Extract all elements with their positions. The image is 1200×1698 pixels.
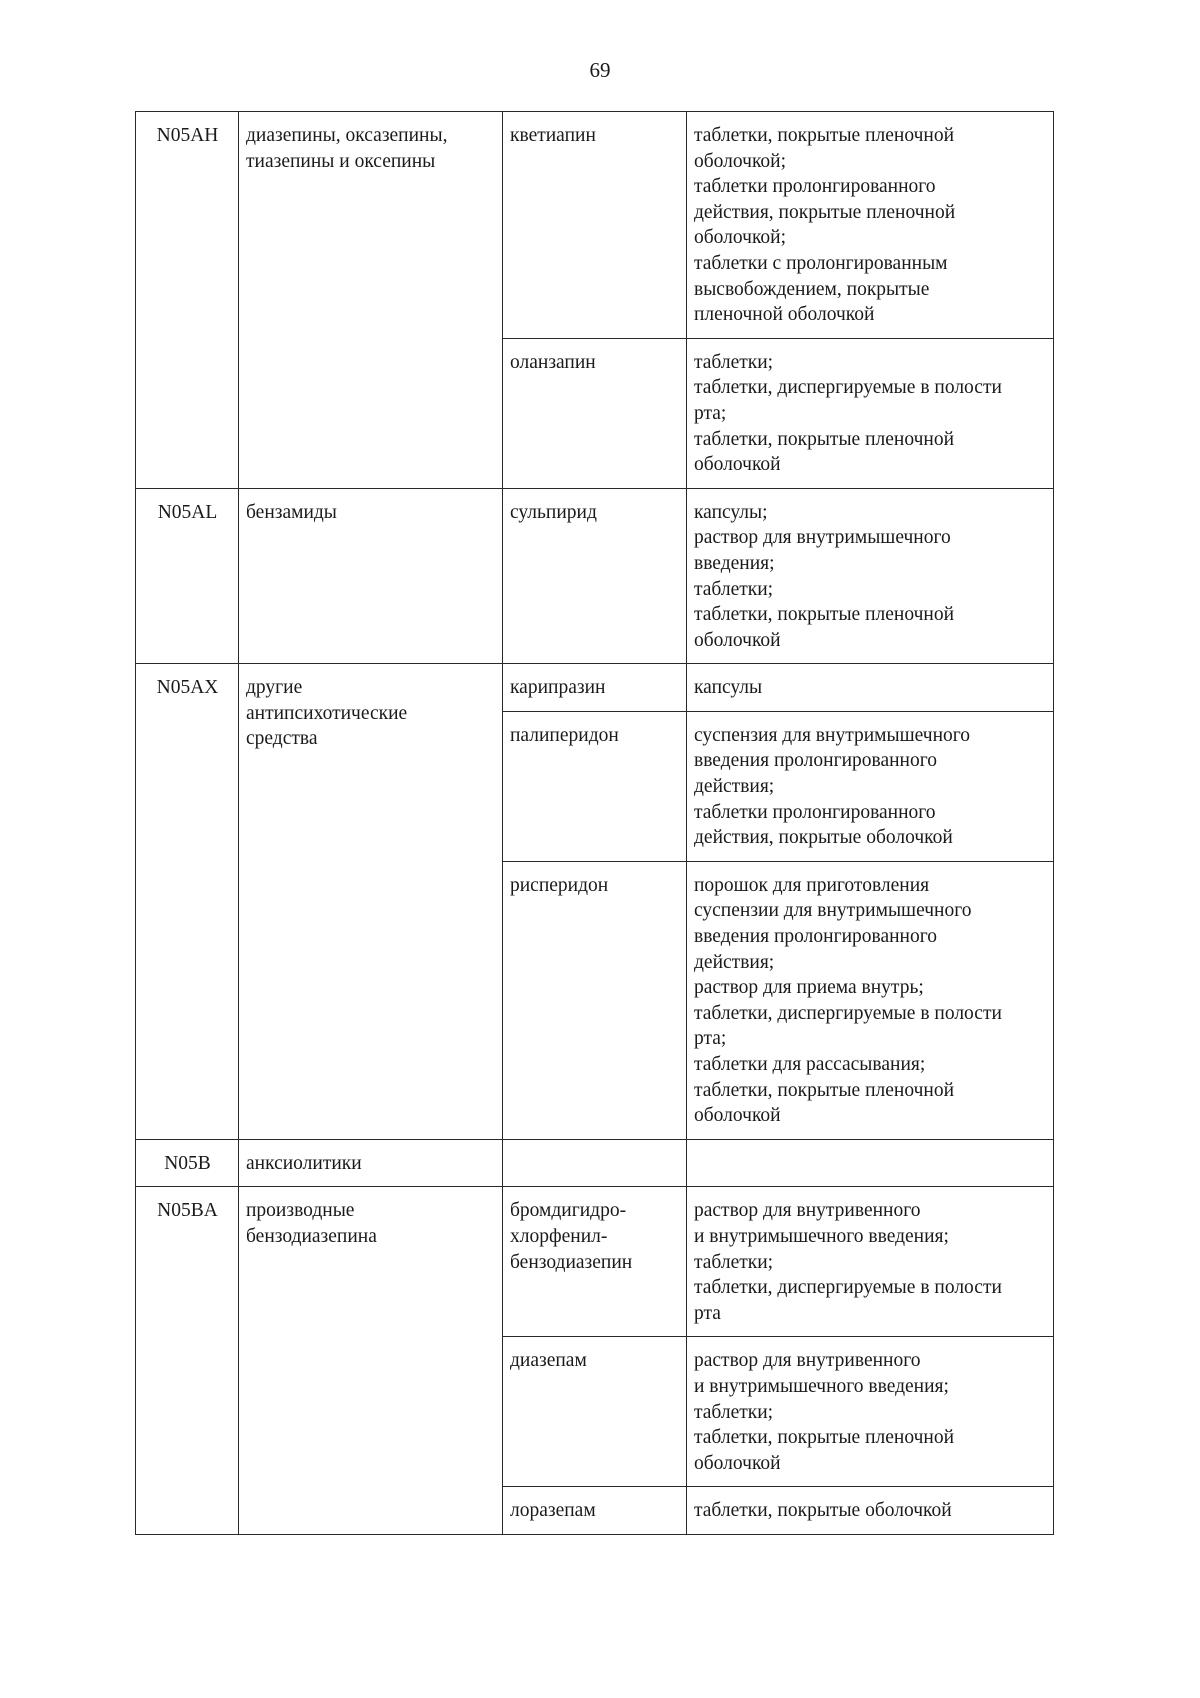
dosage-form-cell — [687, 1187, 1054, 1337]
dosage-form-line: капсулы; — [694, 501, 768, 523]
atc-group-cell — [239, 1139, 503, 1187]
atc-code-cell: N05B — [136, 1139, 239, 1187]
group-name-line: бензодиазепина — [246, 1225, 377, 1247]
dosage-form-line: действия, покрытые пленочной — [694, 201, 956, 223]
dosage-form-line: суспензии для внутримышечного — [694, 900, 972, 922]
dosage-form-line: рта — [694, 1302, 721, 1324]
dosage-form-cell — [687, 861, 1054, 1139]
dosage-form-line: оболочкой — [694, 1452, 781, 1474]
dosage-form-line: таблетки с пролонгированным — [694, 252, 948, 274]
dosage-form-line: капсулы — [694, 677, 763, 699]
dosage-form-line: и внутримышечного введения; — [694, 1225, 949, 1247]
dosage-form-cell — [687, 1487, 1054, 1535]
atc-group-cell — [239, 1187, 503, 1535]
dosage-form-line: таблетки, покрытые пленочной — [694, 125, 955, 146]
drug-name-line: кветиапин — [510, 125, 596, 146]
dosage-form-cell — [687, 112, 1054, 339]
drug-name-line: оланзапин — [510, 351, 596, 373]
dosage-form-line: действия; — [694, 776, 775, 798]
dosage-form-line: пленочной оболочкой — [694, 304, 875, 326]
group-name-line: производные — [246, 1200, 355, 1222]
dosage-form-cell — [687, 711, 1054, 861]
drug-name-cell — [503, 1337, 687, 1487]
drug-name-line: хлорфенил- — [510, 1225, 608, 1247]
dosage-form-line: раствор для внутривенного — [694, 1350, 921, 1372]
atc-group-cell — [239, 112, 503, 489]
drug-name-line: рисперидон — [510, 874, 609, 896]
drug-name-cell — [503, 1187, 687, 1337]
dosage-form-line: таблетки для рассасывания; — [694, 1054, 926, 1075]
dosage-form-line: действия; — [694, 951, 775, 973]
dosage-form-line: таблетки; — [694, 1401, 774, 1423]
dosage-form-line: оболочкой; — [694, 150, 787, 172]
drug-name-cell — [503, 861, 687, 1139]
atc-group-cell — [239, 664, 503, 1140]
group-name-line: анксиолитики — [246, 1152, 362, 1174]
dosage-form-line: таблетки пролонгированного — [694, 801, 936, 823]
dosage-form-line: рта; — [694, 1028, 727, 1050]
dosage-form-line: таблетки, диспергируемые в полости — [694, 1002, 1002, 1024]
dosage-form-line: рта; — [694, 402, 727, 424]
dosage-form-line: оболочкой — [694, 629, 781, 651]
page-number: 69 — [589, 58, 611, 82]
atc-group-cell — [239, 488, 503, 664]
dosage-form-line: таблетки, покрытые пленочной — [694, 1427, 955, 1449]
dosage-form-cell — [687, 338, 1054, 488]
dosage-form-cell — [687, 664, 1054, 712]
dosage-form-line: таблетки; — [694, 351, 774, 373]
dosage-form-line: раствор для внутривенного — [694, 1200, 921, 1222]
drug-name-cell — [503, 488, 687, 664]
table-row — [136, 1187, 1054, 1337]
dosage-form-line: введения пролонгированного — [694, 926, 938, 948]
dosage-form-line: таблетки; — [694, 578, 774, 600]
drug-name-line: карипразин — [510, 677, 606, 699]
drug-name-line: бромдигидро- — [510, 1200, 627, 1222]
drug-name-cell — [503, 1139, 687, 1187]
atc-code-cell: N05AL — [136, 488, 239, 664]
dosage-form-line: таблетки, покрытые пленочной — [694, 604, 955, 626]
group-name-line: антипсихотические — [246, 702, 408, 724]
dosage-form-line: и внутримышечного введения; — [694, 1375, 949, 1397]
dosage-form-line: таблетки, диспергируемые в полости — [694, 1277, 1002, 1299]
atc-code-cell: N05AX — [136, 664, 239, 1140]
dosage-form-line: таблетки, диспергируемые в полости — [694, 377, 1002, 399]
group-name-line: диазепины, оксазепины, — [246, 125, 448, 146]
drug-name-cell — [503, 664, 687, 712]
drug-name-cell — [503, 711, 687, 861]
drug-classification-table — [135, 111, 1054, 1535]
table-row — [136, 112, 1054, 339]
dosage-form-line: таблетки, покрытые пленочной — [694, 1079, 955, 1101]
drug-name-line: бензодиазепин — [510, 1251, 633, 1273]
drug-name-line: диазепам — [510, 1350, 587, 1372]
atc-code-cell: N05BA — [136, 1187, 239, 1535]
table-row — [136, 664, 1054, 712]
dosage-form-line: оболочкой — [694, 1105, 781, 1127]
group-name-line: бензамиды — [246, 501, 337, 523]
dosage-form-line: таблетки, покрытые пленочной — [694, 428, 955, 450]
group-name-line: тиазепины и оксепины — [246, 150, 436, 172]
drug-name-cell — [503, 1487, 687, 1535]
table-row — [136, 1139, 1054, 1187]
dosage-form-line: введения; — [694, 552, 775, 574]
dosage-form-line: суспензия для внутримышечного — [694, 724, 971, 746]
dosage-form-line: таблетки пролонгированного — [694, 176, 936, 198]
group-name-line: другие — [246, 677, 303, 699]
dosage-form-line: таблетки; — [694, 1251, 774, 1273]
dosage-form-line: введения пролонгированного — [694, 750, 938, 772]
drug-name-cell — [503, 112, 687, 339]
drug-name-line: сульпирид — [510, 501, 597, 523]
table-body — [136, 112, 1054, 1535]
dosage-form-cell — [687, 1337, 1054, 1487]
dosage-form-line: раствор для внутримышечного — [694, 527, 951, 549]
dosage-form-line: оболочкой; — [694, 227, 787, 249]
dosage-form-line: таблетки, покрытые оболочкой — [694, 1500, 952, 1522]
dosage-form-line: действия, покрытые оболочкой — [694, 827, 953, 849]
dosage-form-line: оболочкой — [694, 454, 781, 476]
group-name-line: средства — [246, 728, 318, 750]
dosage-form-cell — [687, 488, 1054, 664]
atc-code-cell: N05AH — [136, 112, 239, 489]
drug-name-line: лоразепам — [510, 1500, 596, 1522]
dosage-form-line: высвобождением, покрытые — [694, 278, 930, 300]
drug-name-cell — [503, 338, 687, 488]
drug-name-line: палиперидон — [510, 724, 619, 746]
dosage-form-line: порошок для приготовления — [694, 874, 930, 896]
table-row — [136, 488, 1054, 664]
dosage-form-line: раствор для приема внутрь; — [694, 977, 924, 999]
dosage-form-cell — [687, 1139, 1054, 1187]
